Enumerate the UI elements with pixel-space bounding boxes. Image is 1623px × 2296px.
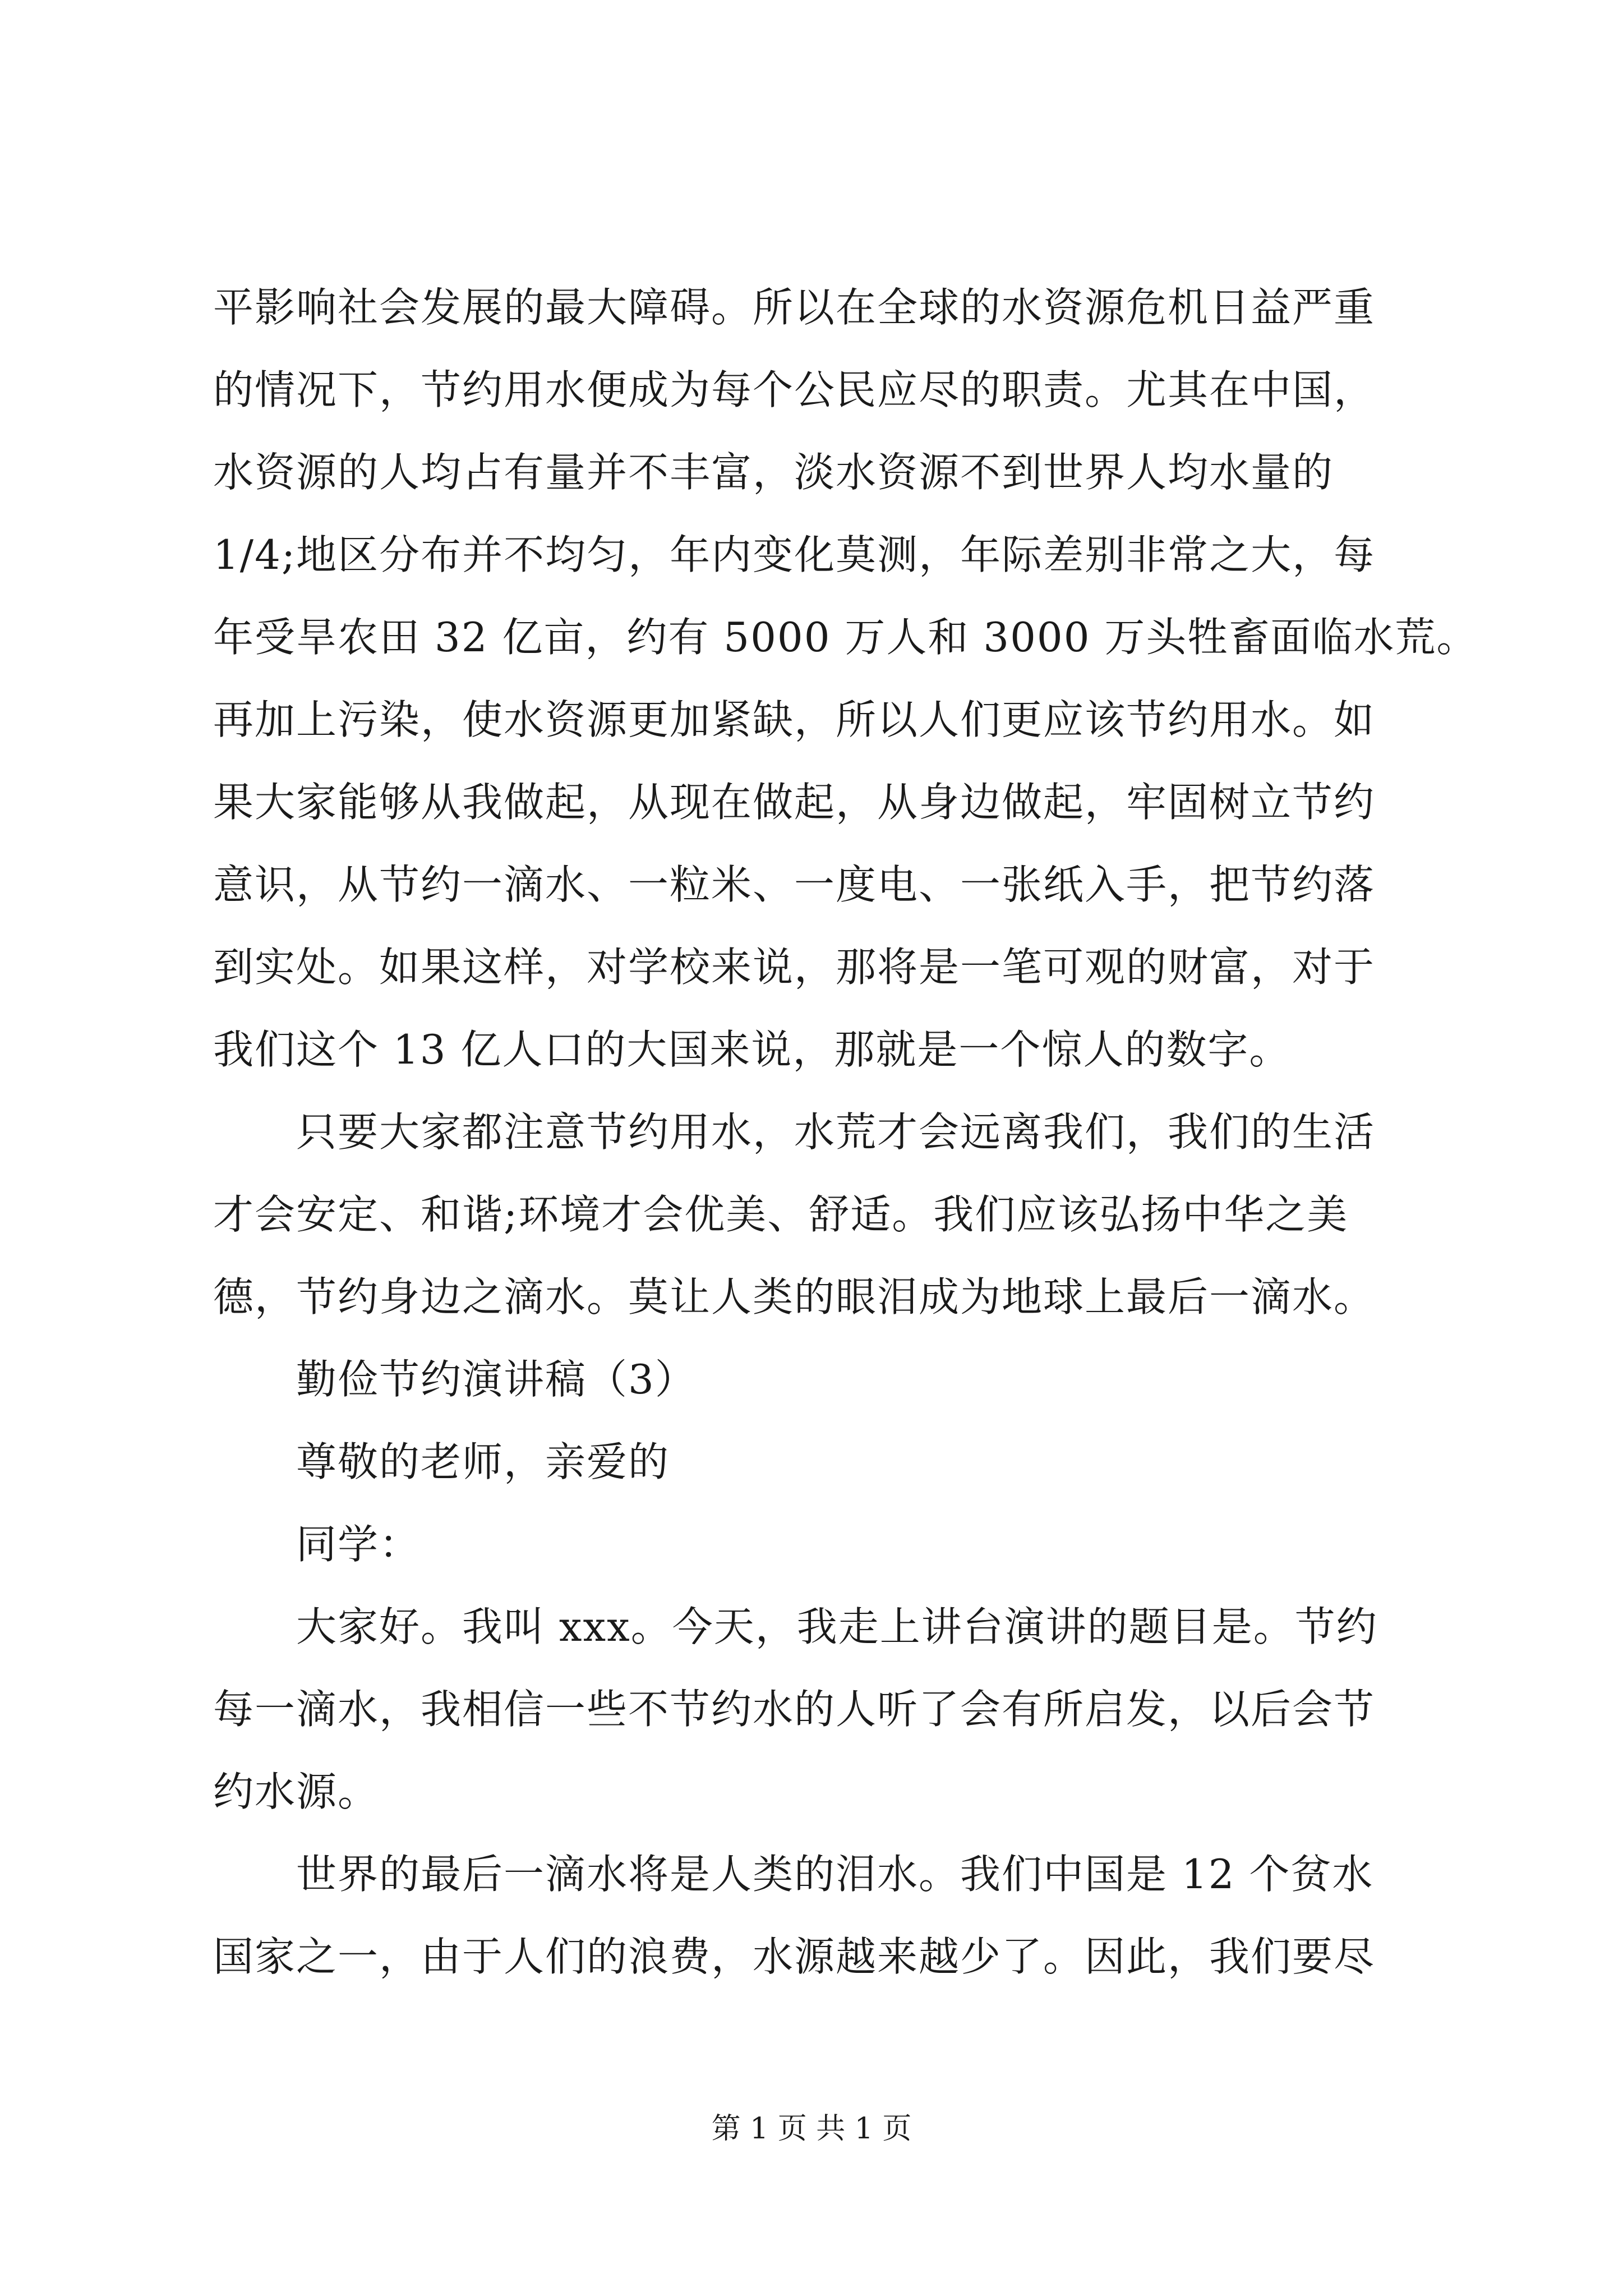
salutation-line: 同学： (296, 1521, 421, 1568)
text-line: 意识，从节约一滴水、一粒米、一度电、一张纸入手，把节约落 (213, 861, 1376, 908)
text-line: 才会安定、和谐;环境才会优美、舒适。我们应该弘扬中华之美 (213, 1191, 1349, 1238)
page-number-footer: 第 1 页 共 1 页 (711, 2112, 912, 2146)
text-line: 1/4;地区分布并不均匀，年内变化莫测，年际差别非常之大，每 (213, 531, 1376, 578)
paragraph-start-line: 只要大家都注意节约用水，水荒才会远离我们，我们的生活 (296, 1108, 1376, 1156)
text-line: 的情况下，节约用水便成为每个公民应尽的职责。尤其在中国， (213, 366, 1376, 413)
text-line: 到实处。如果这样，对学校来说，那将是一笔可观的财富，对于 (213, 944, 1376, 991)
paragraph-start-line: 大家好。我叫 xxx。今天，我走上讲台演讲的题目是。节约 (296, 1603, 1378, 1650)
text-line: 国家之一，由于人们的浪费，水源越来越少了。因此，我们要尽 (213, 1933, 1376, 1980)
paragraph-start-line: 世界的最后一滴水将是人类的泪水。我们中国是 12 个贫水 (296, 1851, 1374, 1898)
text-line: 再加上污染，使水资源更加紧缺，所以人们更应该节约用水。如 (213, 696, 1376, 743)
text-line: 果大家能够从我做起，从现在做起，从身边做起，牢固树立节约 (213, 779, 1376, 826)
text-line: 水资源的人均占有量并不丰富，淡水资源不到世界人均水量的 (213, 449, 1334, 496)
text-line: 德，节约身边之滴水。莫让人类的眼泪成为地球上最后一滴水。 (213, 1273, 1376, 1320)
text-line: 我们这个 13 亿人口的大国来说，那就是一个惊人的数字。 (213, 1026, 1291, 1073)
section-heading: 勤俭节约演讲稿（3） (296, 1356, 697, 1403)
salutation-line: 尊敬的老师，亲爱的 (296, 1438, 670, 1485)
text-line: 年受旱农田 32 亿亩，约有 5000 万人和 3000 万头牲畜面临水荒。 (213, 614, 1478, 661)
text-line: 每一滴水，我相信一些不节约水的人听了会有所启发，以后会节 (213, 1686, 1376, 1733)
text-line: 约水源。 (213, 1768, 380, 1815)
text-line: 平影响社会发展的最大障碍。所以在全球的水资源危机日益严重 (213, 284, 1376, 331)
document-body (213, 266, 1478, 1998)
